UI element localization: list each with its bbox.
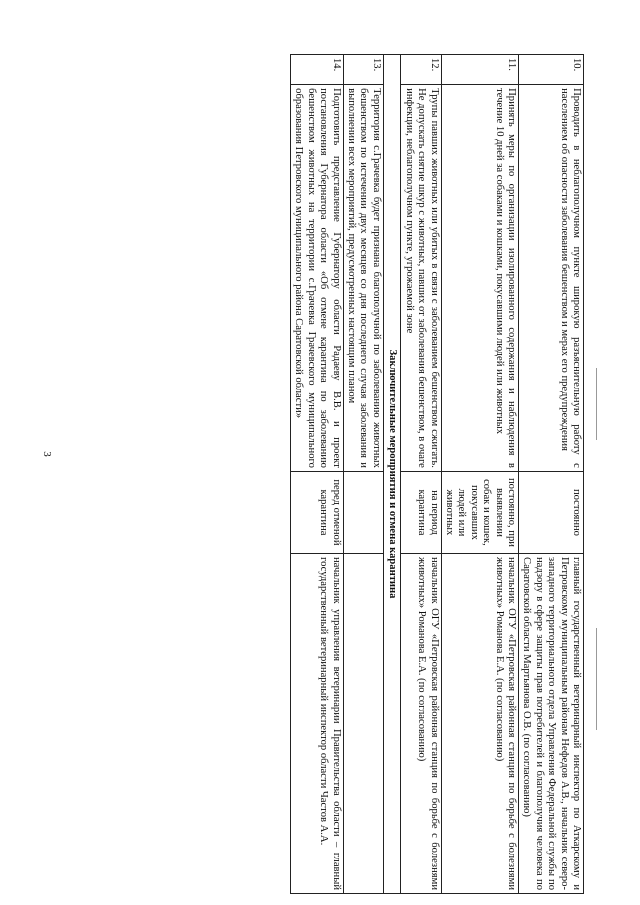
row-action: Трупы павших животных или убитых в связи с заболеванием бешенством сжигать. Не допускать снятие шкур с животных, павших от заболевания бешенством, в очаге инфекции, неблагополучном пункте, угрожаемой зоне (401, 85, 441, 472)
table-row (441, 55, 518, 894)
plan-table (290, 54, 584, 894)
row-number: 13. (343, 55, 383, 85)
section-header-row (383, 55, 400, 894)
row-action: Территория с.Грачевка будет признана благополучной по заболеванию животных бешенством по истечении двух месяцев со дня последнего случая заболевания и выполнении всех мероприятий, предусмотренных настоящим планом (343, 85, 383, 472)
row-term: постоянно (518, 471, 583, 553)
row-action: Проводить в неблагополучном пункте широкую разъяснительную работу с населением об опасности заболевания бешенством и мерах его предупреждения (518, 85, 583, 472)
row-responsible: начальник управления ветеринарии Правительства области – главный государственный ветеринарный инспектор области Частов А.А. (291, 554, 344, 894)
table-row (518, 55, 583, 894)
row-action: Подготовить представление Губернатору области Радаеву В.В. и проект постановления Губернатора области «Об отмене карантина по заболеванию бешенством животных на территории с.Грачевка Грачевского муниципального образования Петровского муниципального района Саратовской области» (291, 85, 344, 472)
row-number: 14. (291, 55, 344, 85)
row-term: перед отменой карантина (291, 471, 344, 553)
table-row (401, 55, 441, 894)
row-responsible (343, 554, 383, 894)
row-term (343, 471, 383, 553)
row-number: 11. (441, 55, 518, 85)
row-responsible: начальник ОГУ «Петровская районная станция по борьбе с болезнями животных» Романова Е.А. (по согласованию) (401, 554, 441, 894)
signature-line (596, 628, 597, 730)
table-row (343, 55, 383, 894)
row-action: Принять меры по организации изолированного содержания и наблюдения в течение 10 дней за собаками и кошками, покусавшими людей или животных (441, 85, 518, 472)
signature-line (596, 368, 597, 440)
row-responsible: главный государственный ветеринарный инспектор по Аткарскому и Петровскому муниципальным районам Нефедов А.В., начальник северо-западного территориального отдела Управления Федеральной службы по надзору в сфере защиты прав потребителей и благополучия человека по Саратовской области Мартьянова О.В. (по согласованию) (518, 554, 583, 894)
row-responsible: начальник ОГУ «Петровская районная станция по борьбе с болезнями животных» Романова Е.А. (по согласованию) (441, 554, 518, 894)
row-term: постоянно, при выявлении собак и кошек, покусавших людей или животных (441, 471, 518, 553)
page-number: 3 (40, 451, 53, 457)
row-number: 10. (518, 55, 583, 85)
table-row (291, 55, 344, 894)
rotated-plan-table (82, 54, 584, 894)
section-title: Заключительные мероприятия и отмена карантина (383, 55, 400, 894)
row-number: 12. (401, 55, 441, 85)
row-term: на период карантина (401, 471, 441, 553)
